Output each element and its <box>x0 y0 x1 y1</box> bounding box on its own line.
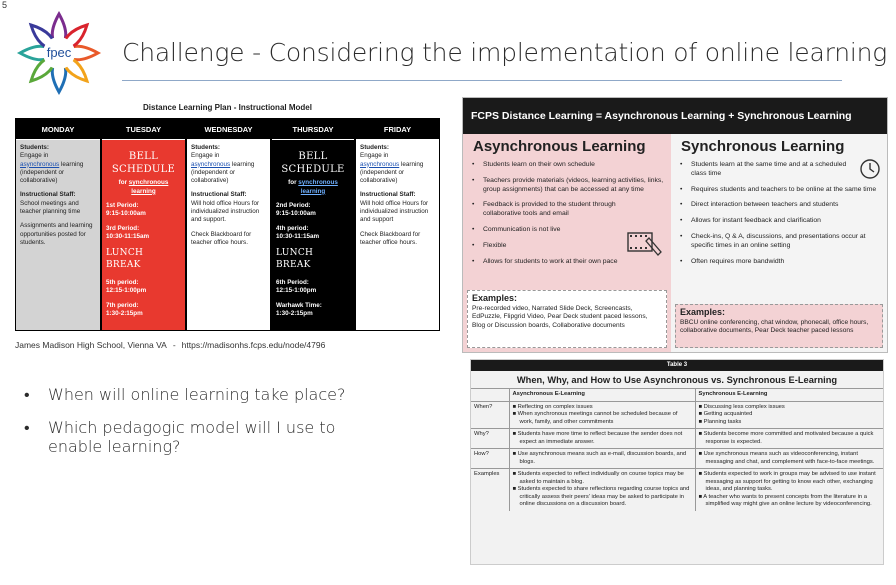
sync-panel <box>671 134 887 352</box>
tuesday-column <box>101 118 186 331</box>
table-header-row <box>471 389 883 402</box>
row-label: How? <box>471 449 509 469</box>
asynchronous-link[interactable]: asynchronous <box>20 160 60 168</box>
period-time: 1:30-2:15pm <box>106 309 143 317</box>
comparison-table <box>470 359 884 565</box>
students-label: Students: <box>191 144 221 151</box>
period-label: 1st Period: <box>106 201 139 209</box>
period-time: 9:15-10:00am <box>276 210 316 218</box>
period-label: 3rd Period: <box>106 224 140 232</box>
period-time: 10:30-11:15am <box>276 232 320 240</box>
table-cell <box>695 469 883 511</box>
async-examples <box>467 290 667 348</box>
cell-item: ■ A teacher who wants to present concepts from the literature in a simplified way might give an online lecture by videoconferencing. <box>698 493 872 508</box>
schedule-grid <box>15 118 440 331</box>
question-list <box>22 385 362 471</box>
title-divider <box>122 80 842 81</box>
sync-heading: Synchronous Learning <box>681 138 845 155</box>
asynchronous-link[interactable]: asynchronous <box>191 160 231 168</box>
clock-icon <box>859 158 881 180</box>
fpec-logo <box>16 10 102 96</box>
lunch-break: LUNCH BREAK <box>106 248 144 271</box>
day-header: TUESDAY <box>102 119 185 140</box>
list-item: • Students learn at the same time and at a scheduled class time <box>671 161 887 179</box>
day-header: THURSDAY <box>272 119 354 140</box>
source-url[interactable]: https://madisonhs.fcps.edu/node/4796 <box>181 340 326 350</box>
period-label: 4th period: <box>276 224 309 232</box>
period-time: 10:30-11:15am <box>106 232 150 240</box>
engage-text: Engage in asynchronous learning (independent or collaborative) <box>20 152 84 185</box>
list-item: • Feedback is provided to the student through collaborative tools and email <box>463 201 671 219</box>
period-label: 2nd Period: <box>276 201 311 209</box>
cell-item: ■ Students have more time to reflect because the sender does not expect an immediate answer. <box>512 431 683 445</box>
table-cell <box>509 449 695 469</box>
wednesday-column <box>186 118 271 331</box>
day-header: WEDNESDAY <box>187 119 270 140</box>
examples-text: Pre-recorded video, Narrated Slide Deck, Screencasts, EdPuzzle, Flipgrid Video, Pear Deck student paced lessons, Blog or Discussion boards, Collaborative documents <box>472 304 648 329</box>
row-label: Why? <box>471 429 509 449</box>
list-item: • Requires students and teachers to be online at the same time <box>671 186 887 195</box>
list-item: • Direct interaction between teachers and students <box>671 201 887 210</box>
staff-label: Instructional Staff: <box>191 191 247 199</box>
synchronous-link[interactable]: synchronous learning <box>298 179 338 195</box>
cell-item: ■ Planning tasks <box>698 418 742 425</box>
synchronous-link[interactable]: synchronous learning <box>128 179 169 195</box>
list-item: • Teachers provide materials (videos, learning activities, links, group assignments) that can be accessed at any time <box>463 177 671 195</box>
cell-item: ■ Use synchronous means such as videoconferencing, instant messaging and chat, and complement with face-to-face meetings. <box>698 451 875 465</box>
table-cell <box>509 401 695 429</box>
list-item: • Students learn on their own schedule <box>463 161 671 170</box>
table-label: Table 3 <box>471 360 883 371</box>
cell-item: ■ Discussing less complex issues <box>698 403 785 410</box>
cell-item: ■ Reflecting on complex issues <box>512 403 593 410</box>
film-strip-icon <box>627 230 663 256</box>
cell-item: ■ Students expected to reflect individually on course topics may be asked to maintain a blog. <box>512 471 684 485</box>
table-cell <box>695 401 883 429</box>
period-time: 12:15-1:00pm <box>106 287 147 295</box>
engage-text: Engage in asynchronous learning (independent or collaborative) <box>191 152 255 185</box>
separator: - <box>172 340 176 350</box>
students-label: Students: <box>20 144 50 151</box>
staff-label: Instructional Staff: <box>20 191 76 199</box>
list-item: • Allows for students to work at their own pace <box>463 258 671 267</box>
page-title: Challenge - Considering the implementation of online learning <box>122 38 888 67</box>
list-item: • Often requires more bandwidth <box>671 258 887 267</box>
cell-item: ■ Students become more committed and motivated because a quick response is expected. <box>698 431 874 445</box>
staff-text: Will hold office Hours for individualized instruction and support <box>360 199 429 224</box>
table-row <box>471 469 883 511</box>
bell-schedule-heading: BELL SCHEDULE <box>111 151 176 176</box>
cell-item: ■ Use asynchronous means such as e-mail, discussion boards, and blogs. <box>512 451 687 465</box>
students-label: Students: <box>360 144 390 151</box>
synchronous-caption: for synchronous learning <box>288 179 338 195</box>
period-label: 6th Period: <box>276 278 309 286</box>
sync-list <box>671 161 887 267</box>
table-cell <box>509 469 695 511</box>
bell-schedule-heading: BELL SCHEDULE <box>281 151 345 176</box>
header-cell <box>471 389 509 402</box>
table-cell <box>695 429 883 449</box>
friday-column <box>355 118 440 331</box>
period-label: 7th period: <box>106 301 139 309</box>
lunch-break: LUNCH BREAK <box>276 248 314 271</box>
period-label: 5th period: <box>106 278 139 286</box>
asynchronous-link[interactable]: asynchronous <box>360 160 400 168</box>
question-item: • Which pedagogic model will I use to enable learning? <box>22 418 362 456</box>
cell-item: ■ Getting acquainted <box>698 411 753 418</box>
period-time: 12:15-1:00pm <box>276 287 317 295</box>
table-row <box>471 429 883 449</box>
assignments-text: Assignments and learning opportunities posted for students. <box>20 222 93 246</box>
source-caption <box>15 340 325 350</box>
examples-text: BBCU online conferencing, chat window, phonecall, office hours, collaborative documents, Pear Deck teacher paced lessons <box>680 318 869 335</box>
table <box>471 388 883 511</box>
cell-item: ■ When synchronous meetings cannot be scheduled because of work, family, and other commitments <box>512 411 678 425</box>
logo-text: fpec <box>46 45 72 60</box>
row-label: When? <box>471 401 509 429</box>
examples-title: Examples: <box>472 293 518 303</box>
source-school: James Madison High School, Vienna VA <box>15 340 167 350</box>
table-title: When, Why, and How to Use Asynchronous vs. Synchronous E-Learning <box>516 375 838 385</box>
question-item: • When will online learning take place? <box>22 385 362 404</box>
period-time: 9:15-10:00am <box>106 210 146 218</box>
monday-column <box>15 118 101 331</box>
period-time: 1:30-2:15pm <box>276 309 313 317</box>
fcps-comparison-panel <box>462 97 888 353</box>
table-cell <box>695 449 883 469</box>
list-item: • Flexible <box>463 242 671 251</box>
check-blackboard-text: Check Blackboard for teacher office hours. <box>360 230 421 246</box>
staff-text: Will hold office Hours for individualized instruction and support. <box>191 199 260 224</box>
cell-item: ■ Students expected to work in groups may be advised to use instant messaging as support for getting to know each other, exchanging ideas, and planning tasks. <box>698 471 876 493</box>
list-item: • Communication is not live <box>463 226 671 235</box>
cell-item: ■ Students expected to share reflections regarding course topics and critically assess their peers' ideas may be asked to participate in online discussions on a discussion board. <box>512 486 690 508</box>
day-header: FRIDAY <box>356 119 439 140</box>
list-item: • Allows for instant feedback and clarification <box>671 217 887 226</box>
async-panel <box>463 134 671 352</box>
staff-text: School meetings and teacher planning time <box>20 199 81 216</box>
schedule-caption: Distance Learning Plan - Instructional Model <box>143 103 312 112</box>
sync-examples <box>675 304 883 348</box>
table-cell <box>509 429 695 449</box>
staff-label: Instructional Staff: <box>360 191 416 199</box>
header-cell: Synchronous E-Learning <box>695 389 883 402</box>
list-item: • Check-ins, Q & A, discussions, and presentations occur at specific times in an online setting <box>671 233 887 251</box>
day-header: MONDAY <box>16 119 100 140</box>
thursday-column <box>271 118 355 331</box>
header-cell: Asynchronous E-Learning <box>509 389 695 402</box>
check-blackboard-text: Check Blackboard for teacher office hours. <box>191 230 252 246</box>
examples-title: Examples: <box>680 307 726 317</box>
async-heading: Asynchronous Learning <box>473 138 646 155</box>
table-row <box>471 449 883 469</box>
fcps-header: FCPS Distance Learning = Asynchronous Learning + Synchronous Learning <box>463 98 887 134</box>
synchronous-caption: for synchronous learning <box>118 179 169 195</box>
slide-number: 5 <box>2 0 8 10</box>
engage-text: Engage in asynchronous learning (independent or collaborative) <box>360 152 424 185</box>
period-label: Warhawk Time: <box>276 301 322 309</box>
table-row <box>471 401 883 429</box>
row-label: Examples <box>471 469 509 511</box>
